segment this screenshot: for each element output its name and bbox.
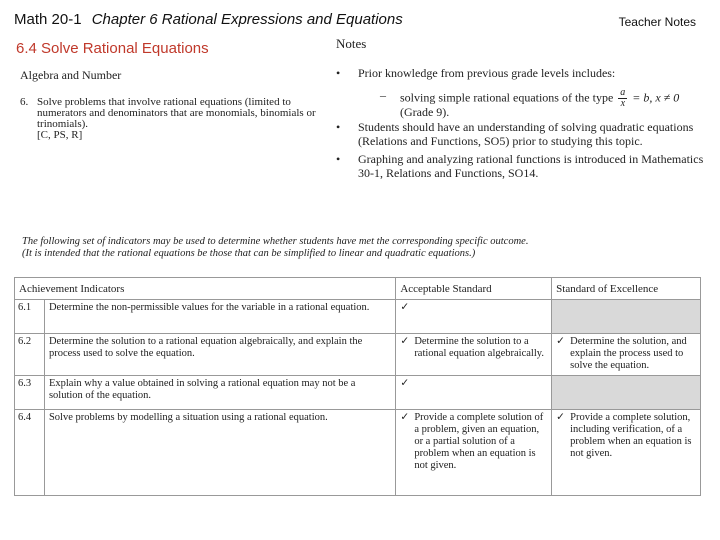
notes-title: Notes — [336, 36, 367, 51]
notes-item-text: Graphing and analyzing rational functions is introduced in Mathematics 30-1, Relations and Functions, SO14. — [358, 152, 704, 180]
indicator-code: 6.3 — [15, 376, 45, 410]
checkmark-icon: ✓ — [400, 336, 410, 347]
indicator-code: 6.2 — [15, 334, 45, 376]
fraction-denominator: x — [620, 98, 626, 109]
table-row — [15, 376, 701, 410]
indicator-description: Explain why a value obtained in solving a rational equation may not be a solution of the equation. — [44, 376, 395, 410]
indicator-description: Solve problems by modelling a situation using a rational equation. — [44, 410, 395, 496]
acceptable-text: Provide a complete solution of a problem, given an equation, or a partial solution of a problem when an equation is not given. — [414, 412, 544, 471]
intro-line: (It is intended that the rational equations be those that can be simplified to linear and quadratic equations.) — [22, 248, 476, 259]
indicator-description: Determine the non-permissible values for the variable in a rational equation. — [44, 300, 395, 334]
bullet-icon: • — [336, 120, 341, 134]
course-title: Math 20-1 — [14, 11, 82, 28]
grade-note: (Grade 9). — [400, 105, 450, 119]
notes-item — [336, 66, 708, 119]
excellence-cell — [552, 376, 701, 410]
header-acceptable: Acceptable Standard — [396, 278, 552, 300]
chapter-title: Chapter 6 Rational Expressions and Equations — [91, 11, 403, 28]
outcome-text: Solve problems that involve rational equations (limited to numerators and denominators that are monomials, binomials or trinomials). — [37, 96, 316, 130]
acceptable-cell — [396, 334, 552, 376]
fraction-numerator: a — [620, 87, 626, 98]
indicator-code: 6.1 — [15, 300, 45, 334]
bullet-icon: • — [336, 66, 341, 80]
excellence-cell — [552, 410, 701, 496]
dash-icon: – — [380, 88, 386, 102]
table-header-row — [15, 278, 701, 300]
indicator-description: Determine the solution to a rational equation algebraically, and explain the process used to solve the equation. — [44, 334, 395, 376]
checkmark-icon: ✓ — [556, 336, 565, 347]
indicator-intro — [22, 236, 702, 260]
notes-subitem — [358, 87, 708, 119]
checkmark-icon: ✓ — [400, 302, 410, 313]
bullet-icon: • — [336, 152, 341, 166]
acceptable-cell — [396, 410, 552, 496]
section-title: 6.4 Solve Rational Equations — [16, 40, 209, 57]
table-row — [15, 300, 701, 334]
indicator-code: 6.4 — [15, 410, 45, 496]
intro-line: The following set of indicators may be used to determine whether students have met the corresponding specific outcome. — [22, 236, 529, 247]
notes-panel — [336, 36, 708, 180]
acceptable-cell — [396, 376, 552, 410]
notes-item — [336, 120, 708, 148]
outcome-number: 6. — [20, 96, 29, 108]
table-row — [15, 334, 701, 376]
checkmark-icon: ✓ — [556, 412, 565, 423]
excellence-text: Determine the solution, and explain the process used to solve the equation. — [570, 336, 687, 371]
excellence-text: Provide a complete solution, including verification, of a problem when an equation is not given. — [570, 412, 692, 459]
notes-item-text: Students should have an understanding of solving quadratic equations (Relations and Functions, SO5) prior to studying this topic. — [358, 120, 694, 148]
outcome-codes: [C, PS, R] — [37, 129, 83, 141]
checkmark-icon: ✓ — [400, 378, 410, 389]
table-row — [15, 410, 701, 496]
specific-outcome — [20, 70, 320, 141]
subitem-text: solving simple rational equations of the type — [400, 90, 614, 105]
teacher-notes-label: Teacher Notes — [618, 15, 696, 29]
equation-tail: = b, x ≠ 0 — [632, 90, 680, 105]
acceptable-text: Determine the solution to a rational equation algebraically. — [414, 336, 544, 359]
header-achievement: Achievement Indicators — [15, 278, 396, 300]
strand-label: Algebra and Number — [20, 68, 122, 82]
checkmark-icon: ✓ — [400, 412, 410, 423]
document-header — [14, 11, 403, 28]
notes-list — [336, 66, 708, 180]
fraction — [618, 88, 627, 109]
notes-item — [336, 152, 708, 180]
excellence-cell — [552, 300, 701, 334]
indicators-table — [14, 277, 701, 496]
notes-item-text: Prior knowledge from previous grade levels includes: — [358, 66, 616, 80]
header-excellence: Standard of Excellence — [552, 278, 701, 300]
acceptable-cell — [396, 300, 552, 334]
excellence-cell — [552, 334, 701, 376]
